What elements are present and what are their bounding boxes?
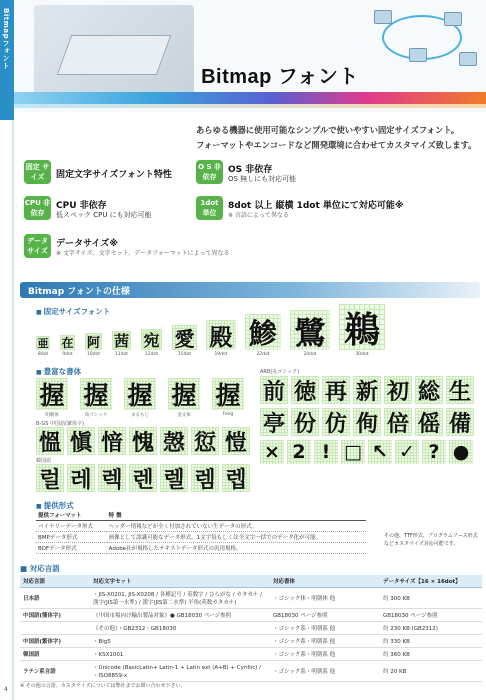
provide-note: その他、TTF形式、プログラムソース形式などカスタマイズ対応可能です。 — [384, 533, 478, 547]
lang-cell: ・KSX1001 — [90, 648, 270, 661]
lang-cell: ラテン系言語 — [20, 661, 90, 682]
lang-cell: 約 360 KB — [380, 648, 482, 661]
page-title: Bitmap フォント — [201, 66, 359, 88]
lang-cell: 中国語(繁体字) — [20, 635, 90, 648]
glyph-label: 19dot — [214, 352, 228, 357]
gb-label: B-GS 中国語(繁体字) — [36, 421, 84, 427]
arb-glyph: ↖ — [368, 440, 392, 464]
fixed-glyph: 鷺 — [290, 310, 330, 350]
fixed-size-subtitle: ■ 固定サイズフォント — [36, 306, 110, 317]
glyph-label: 9dot — [62, 352, 73, 357]
lang-cell: 約 300 KB — [380, 588, 482, 609]
gb-glyph: 慍 — [36, 427, 64, 455]
side-tab-strip — [0, 0, 14, 120]
kr-label: 韓国語 — [36, 458, 52, 464]
table-row — [20, 609, 482, 622]
rich-glyph: 握 — [36, 378, 68, 410]
provide-cell: BDFデータ形式 — [36, 543, 107, 554]
lang-cell: ・ゴシック系・明朝系 他 — [270, 622, 380, 635]
languages-table — [20, 575, 482, 682]
arb-glyph: 侚 — [353, 408, 381, 436]
feature-badge: O S 非依存 — [196, 160, 223, 184]
table-row — [20, 648, 482, 661]
lang-cell: 約 20 KB — [380, 661, 482, 682]
lang-cell: ・Big5 — [90, 635, 270, 648]
lang-cell: 韓国語 — [20, 648, 90, 661]
rich-fonts-subtitle: ■ 豊富な書体 — [36, 366, 81, 377]
arb-glyph: ● — [449, 440, 473, 464]
gb-glyph: 愨 — [160, 427, 188, 455]
glyph-label: 22dot — [256, 352, 270, 357]
rich-glyph: 握 — [212, 378, 244, 410]
kr-glyph: 렙 — [222, 464, 250, 492]
arb-glyph: 仿 — [322, 408, 350, 436]
table-row — [20, 622, 482, 635]
arb-glyph: 前 — [260, 376, 288, 404]
intro-line-2: フォーマットやエンコードなど開発環境に合わせてカスタマイズ致します。 — [196, 140, 477, 150]
glyph-label: Fang — [222, 412, 234, 417]
glyph-label: 11dot — [114, 352, 129, 357]
rich-glyph: 握 — [80, 378, 112, 410]
glyph-label: 12dot — [144, 352, 159, 357]
arb-glyph: 亭 — [260, 408, 288, 436]
arb-glyph: 総 — [415, 376, 443, 404]
gb-glyph: 愷 — [222, 427, 250, 455]
provide-header-feature: 特 徴 — [107, 510, 366, 521]
spec-heading: Bitmap フォントの仕様 — [28, 287, 130, 297]
glyph-label: まるもじ — [131, 413, 149, 418]
lang-header: データサイズ【16 × 16dot】 — [380, 575, 482, 588]
side-tab — [0, 0, 14, 700]
feature-badge: データ サイズ — [24, 234, 51, 258]
table-row — [36, 521, 366, 532]
kr-glyph: 렐 — [160, 464, 188, 492]
arb-glyph: ? — [422, 440, 446, 464]
kr-glyph: 렉 — [98, 464, 126, 492]
table-row — [36, 543, 366, 554]
lang-header: 対応言語 — [20, 575, 90, 588]
feature-1dot-unit — [196, 196, 481, 220]
lang-cell: ・ゴシック体・明朝体 他 — [270, 588, 380, 609]
fixed-glyph: 茜 — [113, 332, 129, 350]
feature-sub: 低スペック CPU にも対応可能 — [56, 211, 152, 219]
feature-title: 固定文字サイズフォント特性 — [56, 170, 172, 180]
arb-glyph: 份 — [291, 408, 319, 436]
table-row — [20, 588, 482, 609]
kr-glyph: 레 — [67, 464, 95, 492]
gb-glyph: 愼 — [67, 427, 95, 455]
arb-glyph: ✓ — [395, 440, 419, 464]
lang-cell: 約 230 KB (GB2312) — [380, 622, 482, 635]
keyboard-image — [34, 5, 194, 95]
glyph-label: 明朝体 — [45, 413, 59, 418]
languages-title-text: 対応言語 — [29, 564, 60, 573]
network-node-icon — [459, 52, 477, 66]
arb-glyph: ! — [314, 440, 338, 464]
side-tab-label: Bitmapフォント — [2, 8, 10, 70]
provide-table — [36, 510, 366, 554]
provide-cell: BMPデータ形式 — [36, 532, 107, 543]
table-row — [20, 661, 482, 682]
feature-fixed-size — [24, 160, 224, 184]
arb-glyph: 2 — [287, 440, 311, 464]
provide-cell: 画像として認識可能なデータ形式。1文字毎もしくは全文字一括でのデータ化が可能。 — [107, 532, 366, 543]
arb-glyph: □ — [341, 440, 365, 464]
intro-text — [196, 123, 481, 153]
arb-label: ARB(丸ゴシック) — [260, 369, 300, 375]
feature-sub: ※ 文字サイズ、文字セット、データフォーマットによって異なる — [56, 250, 230, 257]
provide-header-format: 提供フォーマット — [36, 510, 107, 521]
lang-cell: ・ゴシック系・明朝系 他 — [270, 635, 380, 648]
feature-data-size — [24, 234, 444, 258]
rich-glyph: 握 — [124, 378, 156, 410]
feature-title: 8dot 以上 縦横 1dot 単位にて対応可能※ — [228, 201, 404, 211]
network-node-icon — [374, 10, 392, 24]
lang-cell: GB18030 ページ参照 — [380, 609, 482, 622]
feature-cpu-independent — [24, 196, 224, 220]
lang-cell: 日本語 — [20, 588, 90, 609]
fixed-glyph: 在 — [61, 336, 74, 350]
lang-header: 対応文字セット — [90, 575, 270, 588]
glyph-label: 15dot — [177, 352, 192, 357]
page-number: 4 — [4, 686, 8, 693]
feature-badge: CPU 非依存 — [24, 196, 51, 220]
arb-glyph: 徳 — [291, 376, 319, 404]
arb-glyph: 傜 — [415, 408, 443, 436]
table-row — [20, 635, 482, 648]
fixed-glyph: 亜 — [37, 337, 49, 350]
table-row — [36, 532, 366, 543]
lang-cell: ・JIS-X0201, JIS-X0208 / 各種記号 / 英数字 / ひらがな / カタカナ / 漢字(JIS第一水準) / 漢字(JIS第二水準) 半角(英数カタカナ) — [90, 588, 270, 609]
kr-glyph: 럴 — [36, 464, 64, 492]
lang-cell: 《中国市場向け輸出製品対象》● GB18030 ページ参照 — [90, 609, 270, 622]
provide-cell: バイナリーデータ形式 — [36, 521, 107, 532]
lang-cell: 約 330 KB — [380, 635, 482, 648]
feature-badge: 固定 サイズ — [24, 160, 51, 184]
lang-cell: ・Unicode (BasicLatin+ Latin-1 + Latin ext (A+B) + Cyrillic) / ・ISO8859-x — [90, 661, 270, 682]
glyph-label: 角ゴシック — [84, 413, 108, 418]
arb-glyph: × — [260, 440, 284, 464]
lang-cell: 《その他》・GB2312・GB18030 — [90, 622, 270, 635]
lang-header: 対応書体 — [270, 575, 380, 588]
arb-glyph: 倍 — [384, 408, 412, 436]
glyph-label: 24dot — [303, 352, 317, 357]
gb-glyph: 愆 — [191, 427, 219, 455]
network-node-icon — [444, 12, 462, 26]
footnote: ※ その他の言語、カスタマイズについては弊社までお問い合わせ下さい。 — [20, 683, 186, 689]
arb-glyph: 生 — [446, 376, 474, 404]
fixed-glyph: 宛 — [141, 329, 162, 350]
lang-cell: 中国語(簡体字) — [20, 609, 90, 622]
glyph-label: 8dot — [37, 352, 49, 357]
network-node-icon — [409, 48, 427, 62]
fixed-glyph: 鯵 — [245, 314, 281, 350]
feature-title: データサイズ※ — [56, 239, 119, 249]
gradient-bar-thin — [14, 104, 486, 108]
intro-line-1: あらゆる機器に使用可能なシンプルで使いやすい固定サイズフォント。 — [196, 125, 460, 135]
feature-title: OS 非依存 — [228, 165, 273, 175]
lang-cell: ・ゴシック系・明朝系 他 — [270, 648, 380, 661]
fixed-glyph: 愛 — [172, 325, 197, 350]
arb-glyph: 再 — [322, 376, 350, 404]
gradient-bar — [14, 92, 486, 104]
lang-cell — [20, 622, 90, 635]
feature-sub: OS 無しにも対応可能 — [228, 175, 297, 183]
provide-subtitle: ■ 提供形式 — [36, 500, 74, 511]
spec-section-header — [20, 282, 480, 298]
gb-glyph: 愧 — [129, 427, 157, 455]
fixed-glyph: 殿 — [206, 320, 236, 350]
kr-glyph: 렌 — [129, 464, 157, 492]
provide-cell: ヘッダー情報などが全く付加されていない生データの形式。 — [107, 521, 366, 532]
gb-glyph: 愔 — [98, 427, 126, 455]
fixed-glyph: 鵜 — [339, 304, 385, 350]
glyph-label: 30dot — [355, 352, 369, 357]
lang-cell: ・ゴシック系・明朝系 他 — [270, 661, 380, 682]
glyph-label: 金文体 — [177, 413, 191, 418]
fixed-glyph: 阿 — [85, 333, 102, 350]
kr-glyph: 렘 — [191, 464, 219, 492]
languages-title: ■ 対応言語 — [20, 564, 60, 573]
rich-glyph: 握 — [168, 378, 200, 410]
lang-cell: GB18030 ページ参照 — [270, 609, 380, 622]
arb-glyph: 備 — [446, 408, 474, 436]
feature-os-independent — [196, 160, 476, 184]
glyph-label: 10dot — [86, 352, 101, 357]
provide-cell: Adobe社が規格したテキストデータ形式の汎用規格。 — [107, 543, 366, 554]
feature-title: CPU 非依存 — [56, 201, 107, 211]
feature-badge: 1dot 単位 — [196, 196, 223, 220]
arb-glyph: 新 — [353, 376, 381, 404]
arb-glyph: 初 — [384, 376, 412, 404]
feature-sub: ※ 言語によって異なる — [228, 212, 289, 219]
